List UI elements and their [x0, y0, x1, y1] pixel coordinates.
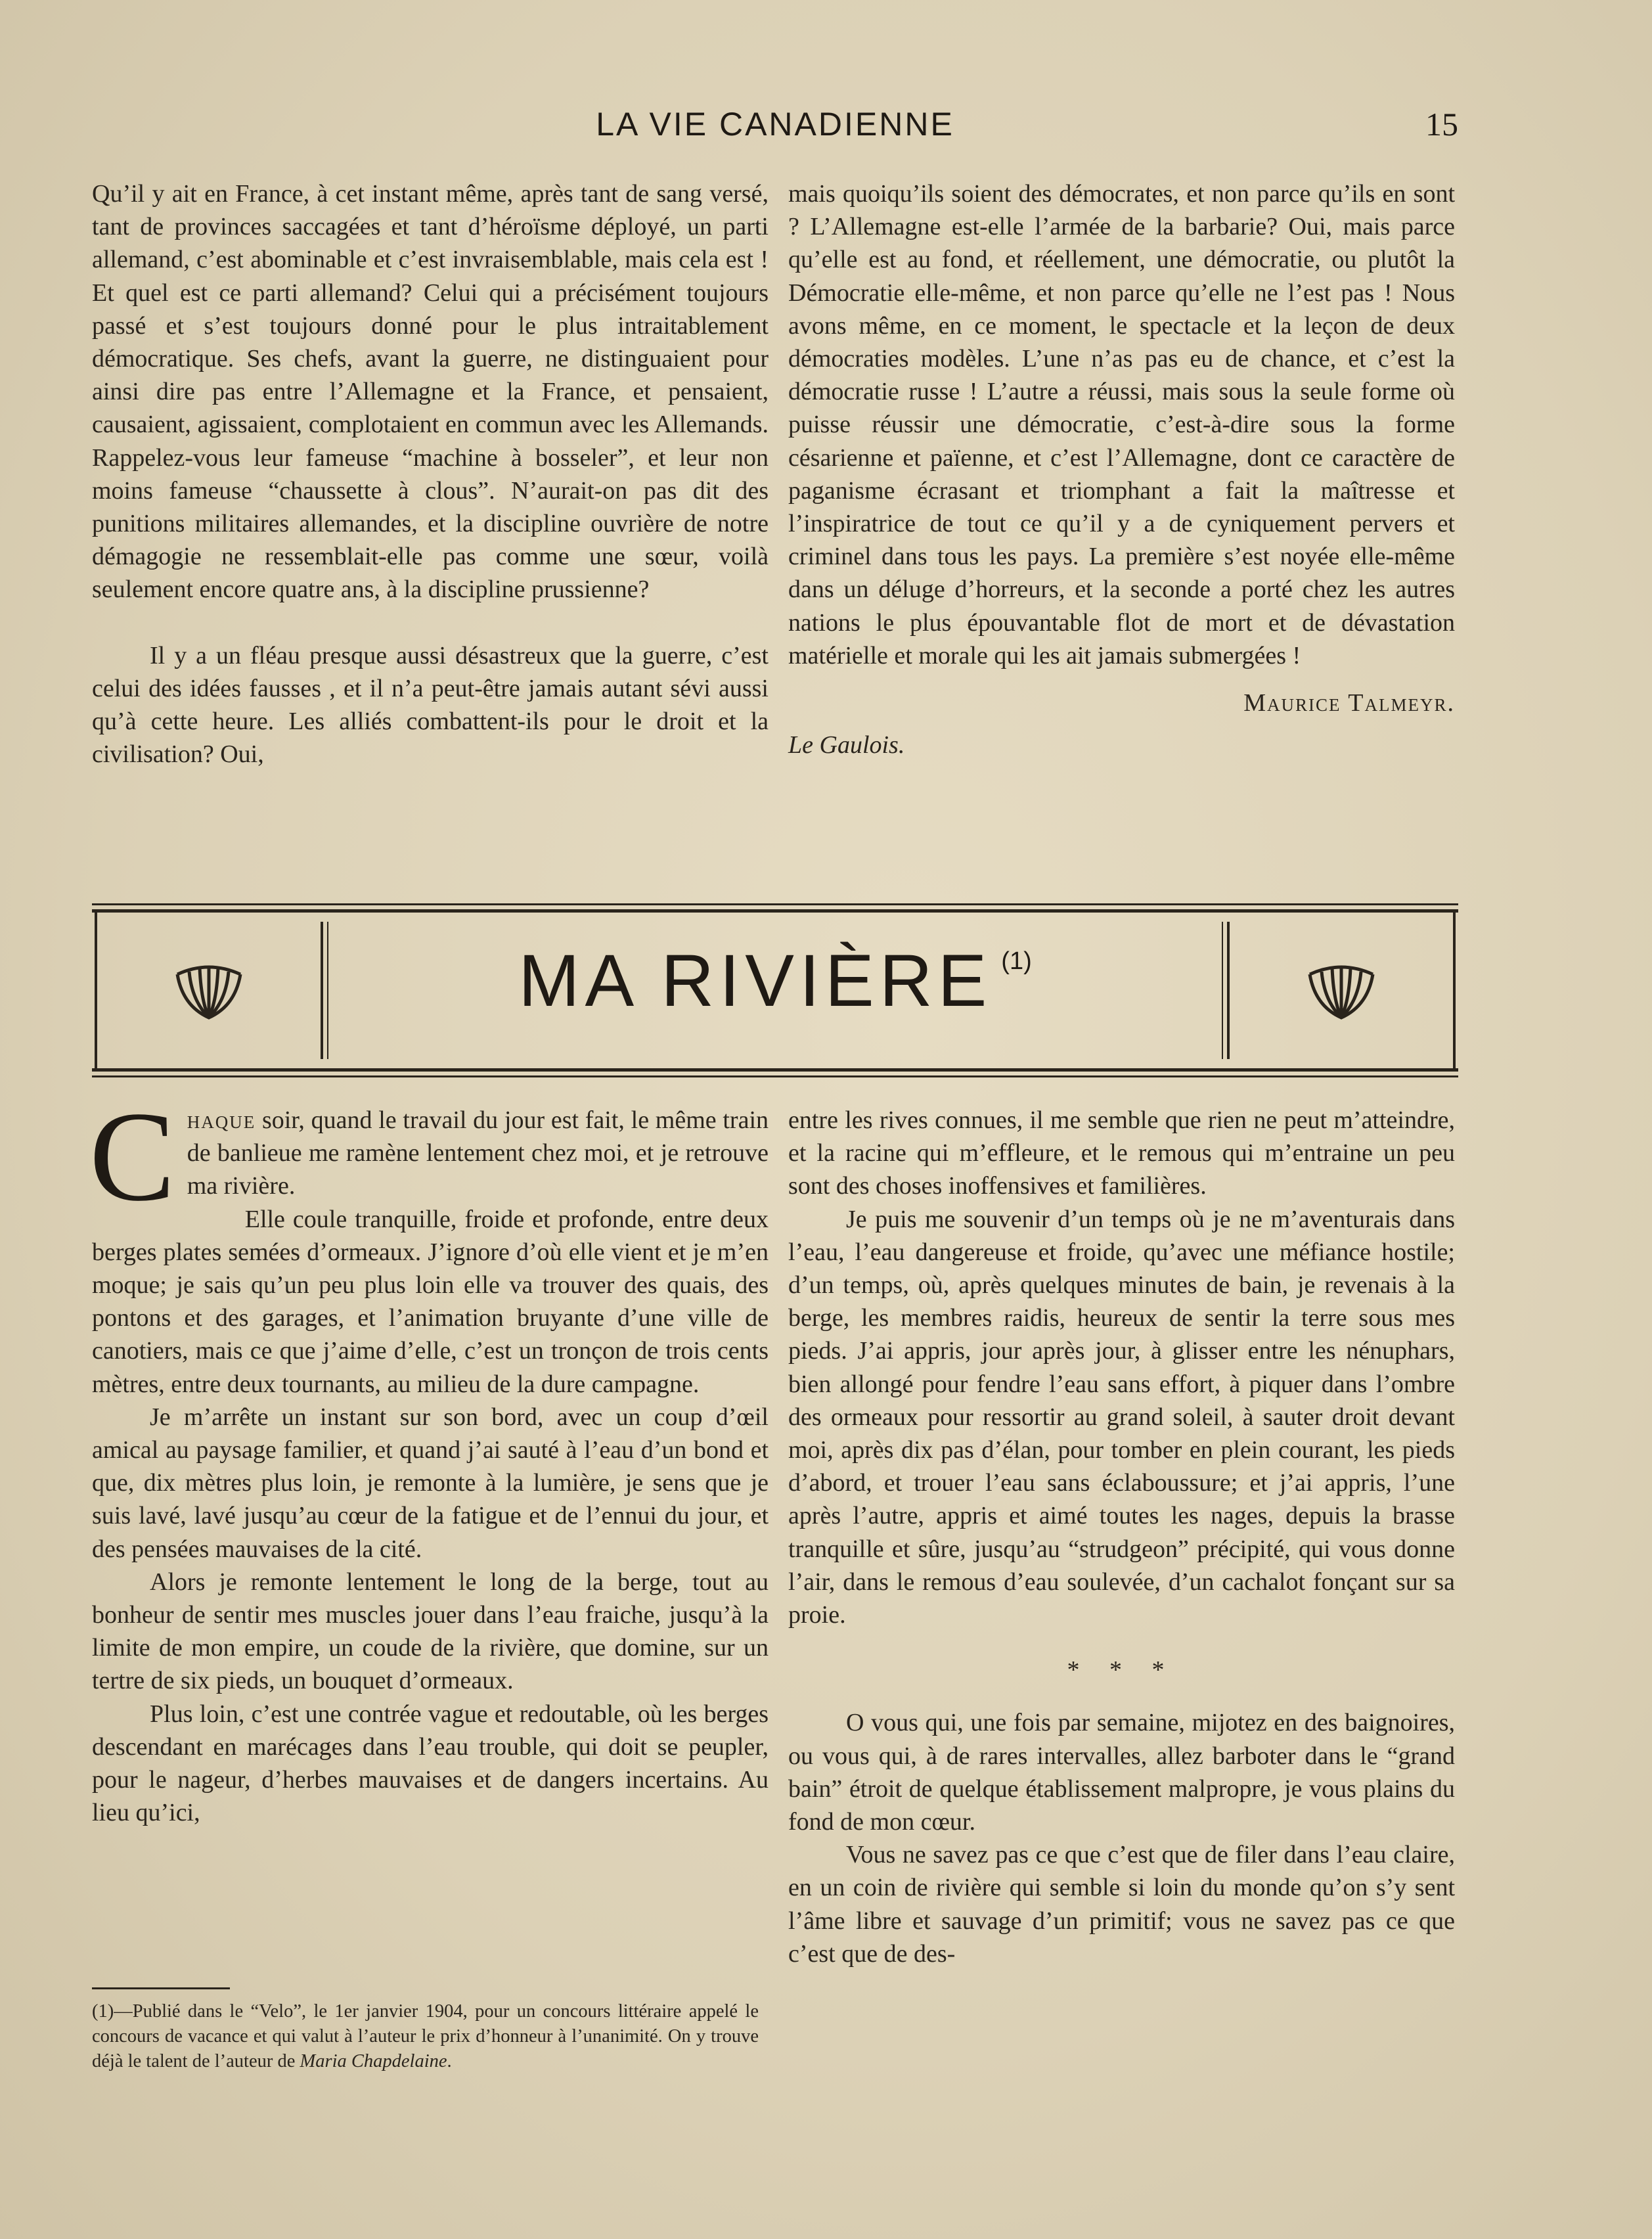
page-header — [92, 105, 1458, 151]
section-break-stars: * * * — [1067, 1656, 1176, 1685]
shell-ornament-icon — [1302, 955, 1381, 1027]
frame-rule-top — [92, 903, 1458, 905]
author-signature: Maurice Talmeyr. — [1243, 689, 1455, 717]
frame-side-left — [95, 913, 97, 1068]
footnote — [92, 1999, 759, 2074]
frame-divider-right — [1227, 922, 1230, 1059]
feature-title — [335, 939, 1215, 1022]
article2-left-column — [89, 1085, 769, 1829]
article1-left-column — [92, 177, 769, 771]
article1-paragraph: mais quoiqu’ils soient des démocrates, et non parce qu’ils en sont ? L’Allemagne est-elle l’armée de la barbarie? Oui, mais parce qu’elle est au fond, et réellement, une démocratie, ou plutôt la Démocratie elle-même, et non parce qu’elle ne l’est pas ! Nous avons même, en ce moment, le spectacle et la leçon de deux démocraties modèles. L’une n’as pas eu de chance, et c’est la démocratie russe ! L’autre a réussi, mais sous la seule forme où puisse réussir une démocratie, c’est-à-dire sous la forme césarienne et païenne, et c’est l’Allemagne, dont ce caractère de paganisme écrasant et triomphant a fait la maîtresse et l’inspiratrice de tout ce qu’il y a de cyniquement pervers et criminel dans tous les pays. La première s’est noyée elle-même dans un déluge d’horreurs, et la seconde a porté chez les autres nations le plus épouvantable flot de mort et de dévastation matérielle et morale qui les ait jamais submergées ! — [788, 180, 1455, 669]
lead-in-caps: haque — [187, 1106, 256, 1134]
running-title: LA VIE CANADIENNE — [596, 106, 954, 143]
article2-paragraph — [89, 1085, 769, 1228]
article2-paragraph: Alors je remonte lentement le long de la berge, tout au bonheur de sentir mes muscles jouer dans l’eau fraiche, jusqu’à la limite de mon empire, un coude de la rivière, que domine, sur un tertre de six pieds, un bouquet d’ormeaux. — [92, 1568, 769, 1695]
frame-rule-bottom — [92, 1075, 1458, 1077]
article2-right-column — [788, 1104, 1455, 1970]
paragraph-text: soir, quand le travail du jour est fait, le même train de banlieue me ramène lentement chez moi, et je retrouve ma rivière. — [187, 1106, 769, 1200]
article1-paragraph: Il y a un fléau presque aussi désastreux que la guerre, c’est celui des idées fausses , et il n’a peut-être jamais autant sévi aussi qu’à cette heure. Les alliés combattent-ils pour le droit et la civilisation? Oui, — [92, 641, 769, 769]
drop-cap: C — [89, 1085, 175, 1228]
article2-paragraph: O vous qui, une fois par semaine, mijotez en des baignoires, ou vous qui, à de rares intervalles, allez barboter dans le “grand bain” étroit de quelque établissement malpropre, je vous plains du fond de mon cœur. — [788, 1709, 1455, 1836]
article2-paragraph: entre les rives connues, il me semble que rien ne peut m’atteindre, et la racine qui m’effleure, et le remous qui m’entraine un peu sont des choses inoffensives et familières. — [788, 1106, 1455, 1200]
article2-paragraph: Je puis me souvenir d’un temps où je ne m’aventurais dans l’eau, l’eau dangereuse et froide, qu’avec une méfiance hostile; d’un temps, où, après quelques minutes de bain, je revenais à la berge, les membres raidis, heureux de sentir la terre sous mes pieds. J’ai appris, jour après jour, à glisser entre les nénuphars, bien allongé pour fendre l’eau sans effort, à piquer dans l’ombre des ormeaux pour ressortir au grand soleil, à sauter droit devant moi, après dix pas d’élan, pour tomber en plein courant, les pieds d’abord, et trouer l’eau sans éclaboussure; et j’ai appris, l’une après l’autre, appris et aimé toutes les nages, depuis la brasse tranquille et sûre, jusqu’au “strudgeon” précipité, qui vous donne l’air, dans le remous d’eau soulevée, d’un cachalot fonçant sur sa proie. — [788, 1205, 1455, 1629]
shell-ornament-icon — [169, 955, 248, 1027]
article1-paragraph: Qu’il y ait en France, à cet instant même, après tant de sang versé, tant de provinces saccagées et tant d’héroïsme déployé, un parti allemand, c’est abominable et c’est invraisemblable, mais cela est ! Et quel est ce parti allemand? Celui qui a précisément toujours passé et s’est toujours donné pour le plus intraitablement démocratique. Ses chefs, avant la guerre, ne distinguaient pour ainsi dire pas entre l’Allemagne et la France, et pensaient, causaient, agissaient, complotaient en commun avec les Allemands. Rappelez-vous leur fameuse “machine à bosseler”, et leur non moins fameuse “chaussette à clous”. N’aurait-on pas dit des punitions militaires allemandes, et la discipline ouvrière de notre démagogie ne ressemblait-elle pas comme une sœur, voilà seulement encore quatre ans, à la discipline prussienne? — [92, 180, 769, 604]
footnote-marker: (1) — [1001, 947, 1032, 975]
frame-rule-top-inner — [92, 909, 1458, 913]
article2-paragraph: Je m’arrête un instant sur son bord, avec un coup d’œil amical au paysage familier, et quand j’ai sauté à l’eau d’un bond et que, dix mètres plus loin, je remonte à la lumière, je sens que je suis lavé, lavé jusqu’au cœur de la fatigue et de l’ennui du jour, et des pensées mauvaises de la cité. — [92, 1403, 769, 1563]
article2-paragraph: Plus loin, c’est une contrée vague et redoutable, où les berges descendant en marécages dans l’eau trouble, qui doit se peupler, pour le nageur, d’herbes mauvaises et de dangers incertains. Au lieu qu’ici, — [92, 1700, 769, 1827]
frame-side-right — [1453, 913, 1456, 1068]
frame-divider-left-thin — [327, 922, 328, 1059]
page-number: 15 — [1425, 106, 1458, 143]
frame-rule-bottom-inner — [92, 1068, 1458, 1072]
footnote-book-title: Maria Chapdelaine — [300, 2051, 447, 2071]
feature-title-frame — [92, 903, 1458, 1077]
feature-title-text: MA RIVIÈRE — [518, 939, 993, 1022]
footnote-text: (1)—Publié dans le “Velo”, le 1er janvier 1904, pour un concours littéraire appelé le concours de vacance et qui valut à l’auteur le prix d’honneur à l’unanimité. On y trouve déjà le talent de l’auteur de — [92, 2001, 759, 2071]
footnote-rule — [92, 1987, 230, 1989]
article1-right-column — [788, 177, 1455, 761]
source-credit: Le Gaulois. — [788, 731, 905, 759]
article2-paragraph: Vous ne savez pas ce que c’est que de filer dans l’eau claire, en un coin de rivière qui semble si loin du monde qu’on s’y sent l’âme libre et sauvage d’un primitif; vous ne savez pas ce que c’est que de des- — [788, 1841, 1455, 1968]
article2-paragraph: Elle coule tranquille, froide et profonde, entre deux berges plates semées d’ormeaux. J’ignore d’où elle vient et je m’en moque; je sais qu’un peu plus loin elle va trouver des quais, des pontons et des garages, et l’animation bruyante d’une ville de canotiers, mais ce que j’aime d’elle, c’est un tronçon de trois cents mètres, entre deux tournants, au milieu de la dure campagne. — [92, 1205, 769, 1398]
frame-divider-right-thin — [1222, 922, 1223, 1059]
frame-divider-left — [321, 922, 323, 1059]
footnote-text-end: . — [447, 2051, 452, 2071]
